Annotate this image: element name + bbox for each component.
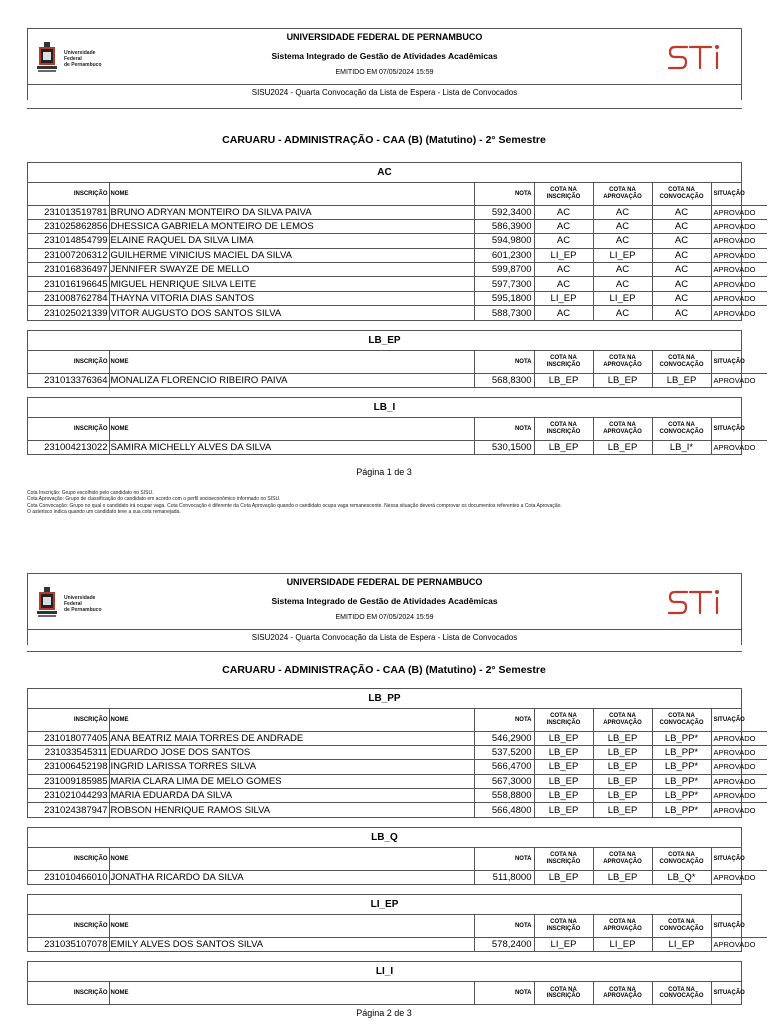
cell-nota: 601,2300 (474, 248, 534, 262)
cell-cota-aprovacao: LI_EP (593, 937, 652, 951)
cell-nota: 595,1800 (474, 291, 534, 305)
col-inscricao: INSCRIÇÃO (28, 418, 109, 440)
quota-group-li-i (27, 961, 745, 1005)
cell-inscricao: 231018077405 (28, 731, 109, 745)
col-inscricao: INSCRIÇÃO (28, 915, 109, 937)
cell-situacao: APROVADO (711, 277, 767, 291)
cell-cota-inscricao: AC (534, 277, 593, 291)
col-cota-convocacao: COTA NA CONVOCAÇÃO (652, 848, 711, 870)
cell-nome: ELAINE RAQUEL DA SILVA LIMA (109, 234, 474, 248)
cell-inscricao: 231014854799 (28, 234, 109, 248)
sti-logo-icon (667, 586, 729, 620)
cell-cota-inscricao: AC (534, 219, 593, 233)
candidates-table (28, 915, 767, 951)
cell-nota: 578,2400 (474, 937, 534, 951)
cell-inscricao: 231008762784 (28, 291, 109, 305)
logo-text-line: Universidade (64, 595, 96, 601)
cell-cota-aprovacao: LI_EP (593, 248, 652, 262)
cell-cota-inscricao: AC (534, 205, 593, 219)
table-row (28, 263, 767, 277)
col-cota-aprovacao: COTA NA APROVAÇÃO (593, 982, 652, 1004)
cell-inscricao: 231016836497 (28, 263, 109, 277)
table-row (28, 306, 767, 320)
cell-nota: 537,5200 (474, 745, 534, 759)
cell-cota-inscricao: LB_EP (534, 373, 593, 387)
cell-inscricao: 231021044293 (28, 789, 109, 803)
col-cota-aprovacao: COTA NA APROVAÇÃO (593, 351, 652, 373)
footnote-line: Cota Convocação: Grupo no qual o candidato irá ocupar vaga. Cota Convocação é diferente da Cota Aprovação quando o candidato ocupa vaga remanescente. Nessa situação deverá comprovar os documentos referentes a Cota Aprovação. (27, 502, 562, 509)
cell-cota-aprovacao: AC (593, 306, 652, 320)
page-number: Página 2 de 3 (356, 1008, 412, 1018)
group-title: AC (28, 163, 741, 183)
cell-cota-aprovacao: LB_EP (593, 870, 652, 884)
table-header-row (28, 982, 767, 1004)
cell-situacao: APROVADO (713, 872, 756, 882)
cell-nota: 546,2900 (474, 731, 534, 745)
logo-text-line: Federal (64, 601, 82, 607)
cell-cota-convocacao: AC (652, 291, 711, 305)
col-inscricao: INSCRIÇÃO (28, 709, 109, 731)
cell-nota: 594,9800 (474, 234, 534, 248)
cell-situacao: APROVADO (711, 760, 767, 774)
cell-nome: JENNIFER SWAYZE DE MELLO (109, 263, 474, 277)
logo-text-line: de Pernambuco (64, 607, 102, 613)
table-row (28, 731, 767, 745)
university-name: UNIVERSIDADE FEDERAL DE PERNAMBUCO (286, 32, 483, 42)
cell-cota-inscricao: LB_EP (534, 803, 593, 817)
cell-cota-convocacao: LB_EP (652, 373, 711, 387)
cell-cota-aprovacao: AC (593, 263, 652, 277)
table-row (28, 760, 767, 774)
col-nota: NOTA (474, 351, 534, 373)
cell-inscricao: 231010466010 (28, 870, 109, 884)
table-row (28, 291, 767, 305)
cell-situacao: APROVADO (713, 805, 756, 815)
col-cota-aprovacao: COTA NA APROVAÇÃO (593, 709, 652, 731)
cell-nota: 567,3000 (474, 774, 534, 788)
table-row (28, 219, 767, 233)
candidates-table (28, 351, 767, 387)
cell-cota-convocacao: LB_PP* (652, 731, 711, 745)
col-cota-aprovacao: COTA NA APROVAÇÃO (593, 848, 652, 870)
cell-nome: MARIA EDUARDA DA SILVA (109, 789, 474, 803)
cell-cota-inscricao: LB_EP (534, 774, 593, 788)
col-nota: NOTA (474, 848, 534, 870)
cell-cota-aprovacao: LB_EP (593, 803, 652, 817)
col-nome: NOME (109, 982, 474, 1004)
footnote-line: Cota Aprovação: Grupo de classificação do candidato em acordo com o perfil socioeconômico informado no SISU. (27, 496, 281, 503)
col-cota-inscricao: COTA NA INSCRIÇÃO (534, 418, 593, 440)
col-situacao: SITUAÇÃO (711, 915, 767, 937)
report-header (27, 28, 742, 100)
cell-cota-convocacao: AC (652, 205, 711, 219)
cell-cota-convocacao: LB_PP* (652, 789, 711, 803)
footnotes (27, 490, 742, 515)
cell-inscricao: 231013376364 (28, 373, 109, 387)
candidates-table (28, 848, 767, 884)
cell-cota-inscricao: AC (534, 306, 593, 320)
cell-cota-convocacao: LB_PP* (652, 760, 711, 774)
cell-cota-aprovacao: LB_EP (593, 774, 652, 788)
col-nota: NOTA (474, 709, 534, 731)
cell-situacao: APROVADO (713, 939, 756, 949)
cell-cota-inscricao: LI_EP (534, 937, 593, 951)
page-number: Página 1 de 3 (356, 467, 412, 477)
sti-logo-icon (667, 41, 729, 75)
col-nota: NOTA (474, 915, 534, 937)
cell-situacao: APROVADO (711, 745, 767, 759)
cell-cota-aprovacao: LB_EP (593, 373, 652, 387)
cell-situacao: APROVADO (711, 731, 767, 745)
col-cota-aprovacao: COTA NA APROVAÇÃO (593, 915, 652, 937)
cell-inscricao: 231009185985 (28, 774, 109, 788)
col-cota-aprovacao: COTA NA APROVAÇÃO (593, 418, 652, 440)
col-cota-convocacao: COTA NA CONVOCAÇÃO (652, 709, 711, 731)
cell-situacao: APROVADO (711, 263, 767, 277)
emission-date: EMITIDO EM 07/05/2024 15:59 (335, 614, 434, 621)
cell-cota-convocacao: AC (652, 219, 711, 233)
cell-nota: 511,8000 (474, 870, 534, 884)
cell-situacao: APROVADO (711, 205, 767, 219)
cell-nome: THAYNA VITORIA DIAS SANTOS (109, 291, 474, 305)
col-situacao: SITUAÇÃO (711, 848, 767, 870)
cell-nome: JONATHA RICARDO DA SILVA (109, 870, 474, 884)
table-row (28, 373, 767, 387)
logo-text-line: de Pernambuco (64, 62, 102, 68)
cell-nome: ANA BEATRIZ MAIA TORRES DE ANDRADE (109, 731, 474, 745)
system-name: Sistema Integrado de Gestão de Atividades Acadêmicas (271, 51, 498, 61)
group-title: LI_I (28, 962, 741, 982)
col-nome: NOME (109, 183, 474, 205)
table-row (28, 205, 767, 219)
col-nota: NOTA (474, 183, 534, 205)
col-nome: NOME (109, 418, 474, 440)
table-row (28, 248, 767, 262)
cell-cota-convocacao: AC (652, 263, 711, 277)
cell-cota-inscricao: LB_EP (534, 745, 593, 759)
group-title: LB_EP (28, 331, 741, 351)
cell-situacao: APROVADO (713, 442, 756, 452)
cell-nome: INGRID LARISSA TORRES SILVA (109, 760, 474, 774)
group-title: LB_I (28, 398, 741, 418)
cell-cota-aprovacao: LB_EP (593, 745, 652, 759)
col-nome: NOME (109, 915, 474, 937)
cell-situacao: APROVADO (711, 291, 767, 305)
col-cota-convocacao: COTA NA CONVOCAÇÃO (652, 915, 711, 937)
cell-inscricao: 231033545311 (28, 745, 109, 759)
cell-cota-convocacao: AC (652, 248, 711, 262)
col-cota-convocacao: COTA NA CONVOCAÇÃO (652, 351, 711, 373)
table-row (28, 789, 767, 803)
cell-nome: SAMIRA MICHELLY ALVES DA SILVA (109, 440, 474, 454)
university-name: UNIVERSIDADE FEDERAL DE PERNAMBUCO (286, 577, 483, 587)
cell-cota-aprovacao: AC (593, 277, 652, 291)
col-cota-inscricao: COTA NA INSCRIÇÃO (534, 351, 593, 373)
table-row (28, 234, 767, 248)
table-row (28, 774, 767, 788)
col-nome: NOME (109, 848, 474, 870)
cell-cota-inscricao: AC (534, 234, 593, 248)
cell-cota-inscricao: LB_EP (534, 440, 593, 454)
footnote-line: O asterisco indica quando um candidato teve a sua cota remanejada. (27, 508, 181, 515)
cell-inscricao: 231006452198 (28, 760, 109, 774)
cell-inscricao: 231007206312 (28, 248, 109, 262)
emission-date: EMITIDO EM 07/05/2024 15:59 (335, 69, 434, 76)
cell-nota: 599,8700 (474, 263, 534, 277)
cell-nota: 592,3400 (474, 205, 534, 219)
cell-nota: 566,4800 (474, 803, 534, 817)
cell-nome: BRUNO ADRYAN MONTEIRO DA SILVA PAIVA (109, 205, 474, 219)
group-title: LB_PP (28, 689, 741, 709)
col-cota-convocacao: COTA NA CONVOCAÇÃO (652, 183, 711, 205)
col-nome: NOME (109, 351, 474, 373)
cell-inscricao: 231025021339 (28, 306, 109, 320)
cell-cota-inscricao: LB_EP (534, 789, 593, 803)
table-row (28, 803, 767, 817)
cell-cota-inscricao: LB_EP (534, 760, 593, 774)
course-title: CARUARU - ADMINISTRAÇÃO - CAA (B) (Matutino) - 2° Semestre (222, 664, 546, 676)
col-situacao: SITUAÇÃO (711, 709, 767, 731)
col-inscricao: INSCRIÇÃO (28, 848, 109, 870)
col-cota-inscricao: COTA NA INSCRIÇÃO (534, 915, 593, 937)
cell-inscricao: 231035107078 (28, 937, 109, 951)
cell-nome: GUILHERME VINICIUS MACIEL DA SILVA (109, 248, 474, 262)
candidates-table (28, 183, 767, 320)
quota-group-lb-pp (27, 688, 756, 818)
quota-group-lb-i (27, 397, 756, 455)
col-situacao: SITUAÇÃO (711, 183, 767, 205)
logo-text-line: Universidade (64, 50, 96, 56)
col-situacao: SITUAÇÃO (713, 989, 745, 996)
footnote-line: Cota Inscrição: Grupo escolhido pelo candidato no SISU. (27, 490, 154, 496)
cell-cota-inscricao: LI_EP (534, 291, 593, 305)
col-inscricao: INSCRIÇÃO (28, 183, 109, 205)
cell-inscricao: 231013519781 (28, 205, 109, 219)
quota-group-ac (27, 162, 756, 321)
cell-cota-convocacao: AC (652, 234, 711, 248)
table-header-row (28, 709, 767, 731)
cell-cota-inscricao: AC (534, 263, 593, 277)
cell-cota-aprovacao: LB_EP (593, 789, 652, 803)
cell-cota-inscricao: LB_EP (534, 870, 593, 884)
table-row (28, 440, 767, 454)
cell-cota-aprovacao: LI_EP (593, 291, 652, 305)
cell-nota: 597,7300 (474, 277, 534, 291)
cell-nome: VITOR AUGUSTO DOS SANTOS SILVA (109, 306, 474, 320)
cell-nome: DHESSICA GABRIELA MONTEIRO DE LEMOS (109, 219, 474, 233)
report-header (27, 573, 742, 645)
col-cota-convocacao: COTA NA CONVOCAÇÃO (652, 418, 711, 440)
logo-text-line: Federal (64, 56, 82, 62)
cell-nome: MONALIZA FLORENCIO RIBEIRO PAIVA (109, 373, 474, 387)
list-subtitle: SISU2024 - Quarta Convocação da Lista de Espera - Lista de Convocados (251, 88, 518, 97)
cell-nota: 588,7300 (474, 306, 534, 320)
cell-inscricao: 231024387947 (28, 803, 109, 817)
col-cota-inscricao: COTA NA INSCRIÇÃO (534, 183, 593, 205)
cell-cota-convocacao: LB_PP* (652, 774, 711, 788)
col-nota: NOTA (474, 418, 534, 440)
col-cota-aprovacao: COTA NA APROVAÇÃO (593, 183, 652, 205)
cell-cota-aprovacao: AC (593, 219, 652, 233)
col-cota-convocacao: COTA NA CONVOCAÇÃO (652, 982, 711, 1004)
cell-nome: MARIA CLARA LIMA DE MELO GOMES (109, 774, 474, 788)
cell-inscricao: 231025862856 (28, 219, 109, 233)
cell-cota-convocacao: LB_PP* (652, 745, 711, 759)
cell-nota: 530,1500 (474, 440, 534, 454)
cell-situacao: APROVADO (711, 219, 767, 233)
cell-cota-convocacao: LI_EP (652, 937, 711, 951)
cell-situacao: APROVADO (711, 234, 767, 248)
table-row (28, 745, 767, 759)
cell-cota-convocacao: LB_Q* (652, 870, 711, 884)
cell-situacao: APROVADO (711, 789, 767, 803)
col-situacao: SITUAÇÃO (711, 351, 767, 373)
col-situacao: SITUAÇÃO (711, 418, 767, 440)
cell-nota: 586,3900 (474, 219, 534, 233)
list-subtitle: SISU2024 - Quarta Convocação da Lista de Espera - Lista de Convocados (251, 633, 518, 642)
cell-situacao: APROVADO (713, 308, 756, 318)
cell-situacao: APROVADO (711, 774, 767, 788)
candidates-table (28, 709, 767, 817)
candidates-table (28, 982, 767, 1004)
cell-cota-aprovacao: LB_EP (593, 731, 652, 745)
table-row (28, 277, 767, 291)
cell-cota-aprovacao: LB_EP (593, 440, 652, 454)
col-inscricao: INSCRIÇÃO (28, 351, 109, 373)
quota-group-li-ep (27, 894, 756, 952)
quota-group-lb-q (27, 827, 756, 885)
group-title: LB_Q (28, 828, 741, 848)
cell-cota-inscricao: LI_EP (534, 248, 593, 262)
cell-nota: 568,8300 (474, 373, 534, 387)
quota-group-lb-ep (27, 330, 756, 388)
cell-cota-inscricao: LB_EP (534, 731, 593, 745)
table-header-row (28, 848, 767, 870)
group-title: LI_EP (28, 895, 741, 915)
report-page-2 (0, 545, 768, 1024)
col-inscricao: INSCRIÇÃO (28, 982, 109, 1004)
col-cota-inscricao: COTA NA INSCRIÇÃO (534, 848, 593, 870)
cell-situacao: APROVADO (711, 248, 767, 262)
cell-inscricao: 231004213022 (28, 440, 109, 454)
cell-cota-aprovacao: LB_EP (593, 760, 652, 774)
cell-cota-convocacao: LB_PP* (652, 803, 711, 817)
cell-cota-convocacao: AC (652, 306, 711, 320)
col-nota: NOTA (474, 982, 534, 1004)
cell-nome: EMILY ALVES DOS SANTOS SILVA (109, 937, 474, 951)
table-row (28, 937, 767, 951)
cell-cota-aprovacao: AC (593, 205, 652, 219)
col-cota-inscricao: COTA NA INSCRIÇÃO (534, 709, 593, 731)
cell-situacao: APROVADO (713, 375, 756, 385)
table-header-row (28, 351, 767, 373)
cell-inscricao: 231016196645 (28, 277, 109, 291)
table-row (28, 870, 767, 884)
cell-cota-convocacao: LB_I* (652, 440, 711, 454)
cell-nome: ROBSON HENRIQUE RAMOS SILVA (109, 803, 474, 817)
course-title: CARUARU - ADMINISTRAÇÃO - CAA (B) (Matutino) - 2° Semestre (222, 134, 546, 146)
cell-nota: 566,4700 (474, 760, 534, 774)
candidates-table (28, 418, 767, 454)
table-header-row (28, 418, 767, 440)
col-cota-inscricao: COTA NA INSCRIÇÃO (534, 982, 593, 1004)
cell-nome: MIGUEL HENRIQUE SILVA LEITE (109, 277, 474, 291)
cell-cota-aprovacao: AC (593, 234, 652, 248)
cell-cota-convocacao: AC (652, 277, 711, 291)
table-header-row (28, 183, 767, 205)
cell-nome: EDUARDO JOSE DOS SANTOS (109, 745, 474, 759)
cell-nota: 558,8800 (474, 789, 534, 803)
col-nome: NOME (109, 709, 474, 731)
system-name: Sistema Integrado de Gestão de Atividades Acadêmicas (271, 596, 498, 606)
table-header-row (28, 915, 767, 937)
